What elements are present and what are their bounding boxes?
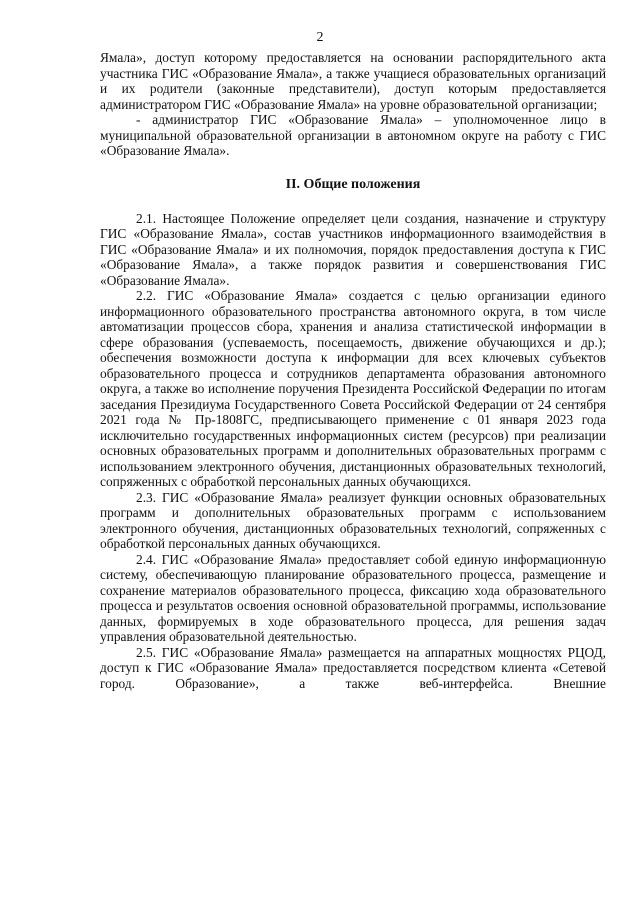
- section-heading: II. Общие положения: [285, 176, 421, 192]
- intro-paragraph: Ямала», доступ которому предоставляется на основании распорядительного акта участника ГИС «Образование Ямала», а также учащиеся образовательных организаций и их родители (законные представители), доступ которым предоставляется администратором ГИС «Образование Ямала» на уровне образовательной организации;: [100, 50, 606, 112]
- intro-paragraph: - администратор ГИС «Образование Ямала» – уполномоченное лицо в муниципальной образовательной организации в автономном округе на работу с ГИС «Образование Ямала».: [100, 112, 606, 158]
- page-number: 2: [316, 30, 324, 45]
- clause-2-2: 2.2. ГИС «Образование Ямала» создается с целью организации единого информационного образовательного пространства автономного округа, в том числе автоматизации процессов сбора, хранения и анализа статистической информации в сфере образования (успеваемость, посещаемость, движение обучающихся и др.); обеспечения возможности доступа к информации для всех ключевых субъектов образовательного процесса и сотрудников департамента образования автономного округа, а также во исполнение поручения Президента Российской Федерации по итогам заседания Президиума Государственного Совета Российской Федерации от 24 сентября 2021 года № Пр-1808ГС, предписывающего применение с 01 января 2023 года исключительно государственных информационных систем (ресурсов) при реализации основных образовательных программ и дополнительных образовательных программ с использованием электронного обучения, дистанционных образовательных технологий, сопряженных с обработкой персональных данных обучающихся.: [100, 288, 606, 489]
- document-body: [100, 50, 606, 691]
- clause-2-5: 2.5. ГИС «Образование Ямала» размещается на аппаратных мощностях РЦОД, доступ к ГИС «Образование Ямала» предоставляется посредством клиента «Сетевой город. Образование», а также веб-интерфейса. Внешние: [100, 644, 606, 691]
- clause-2-3: 2.3. ГИС «Образование Ямала» реализует функции основных образовательных программ и дополнительных образовательных программ с использованием электронного обучения, дистанционных образовательных технологий, сопряженных с обработкой персональных данных обучающихся.: [100, 489, 606, 551]
- clause-2-1: 2.1. Настоящее Положение определяет цели создания, назначение и структуру ГИС «Образование Ямала», состав участников информационного взаимодействия в ГИС «Образование Ямала» и их полномочия, порядок предоставления доступа к ГИС «Образование Ямала», а также порядок развития и совершенствования ГИС «Образование Ямала».: [100, 210, 606, 288]
- clause-2-4: 2.4. ГИС «Образование Ямала» предоставляет собой единую информационную систему, обеспечивающую планирование образовательного процесса, размещение и сохранение материалов образовательного процесса, фиксацию хода образовательного процесса и результатов освоения основной образовательной программы, использование данных, формируемых в ходе образовательного процесса, для решения задач управления образовательной деятельностью.: [100, 551, 606, 644]
